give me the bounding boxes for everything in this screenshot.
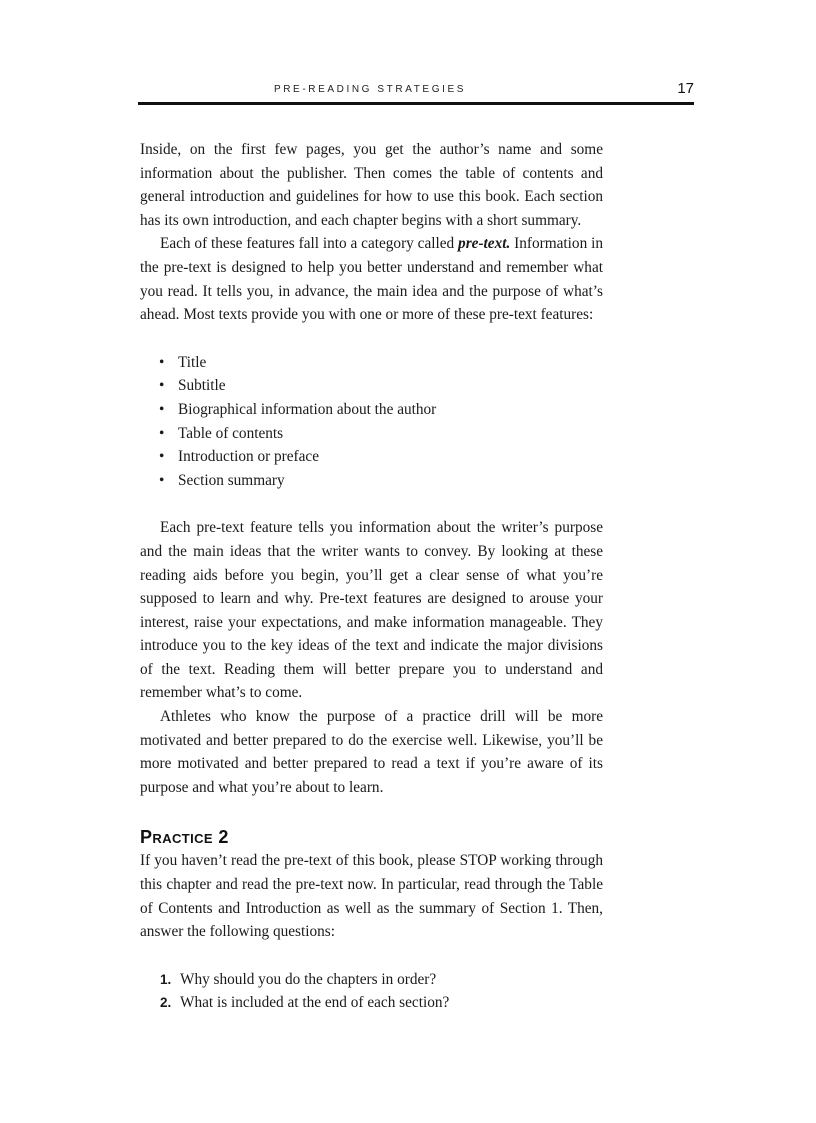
question-item bbox=[140, 991, 603, 1015]
list-item-text: Introduction or preface bbox=[178, 448, 320, 466]
list-item bbox=[140, 398, 603, 422]
bullet-icon: • bbox=[159, 448, 165, 466]
bullet-icon: • bbox=[159, 424, 165, 442]
list-item-text: Subtitle bbox=[178, 377, 226, 395]
question-item bbox=[140, 968, 603, 992]
practice-instructions: If you haven’t read the pre-text of this book, please STOP working through this chapter and read the pre-text now. In particular, read through the Table of Contents and Introduction as well as the summary of Section 1. Then, answer the following questions: bbox=[140, 852, 603, 941]
paragraph-pre-text-lead: Each of these features fall into a category called bbox=[160, 235, 459, 253]
practice-questions-list bbox=[140, 968, 603, 1015]
practice-heading: Practice 2 bbox=[140, 827, 229, 848]
list-item bbox=[140, 445, 603, 469]
bullet-icon: • bbox=[159, 377, 165, 395]
paragraph-purpose: Each pre-text feature tells you information about the writer’s purpose and the main ideas that the writer wants to convey. By looking at these reading aids before you begin, you’ll get a clear sense of what you’re supposed to learn and why. Pre-text features are designed to arouse your interest, raise your expectations, and make information manageable. They introduce you to the key ideas of the text and indicate the major divisions of the text. Reading them will better prepare you to understand and remember what’s to come. bbox=[140, 519, 603, 702]
list-item bbox=[140, 422, 603, 446]
list-item bbox=[140, 469, 603, 493]
paragraph-athletes: Athletes who know the purpose of a practice drill will be more motivated and better prepared to do the exercise well. Likewise, you’ll be more motivated and better prepared to read a text if you’re aware of its purpose and what you’re about to learn. bbox=[140, 708, 603, 796]
page-body bbox=[140, 138, 603, 1015]
question-text: What is included at the end of each section? bbox=[180, 994, 450, 1012]
bullet-icon: • bbox=[159, 471, 165, 489]
question-number: 1. bbox=[160, 971, 172, 987]
list-item-text: Biographical information about the author bbox=[178, 400, 437, 418]
list-item-text: Title bbox=[178, 353, 207, 371]
running-head-title: PRE-READING STRATEGIES bbox=[273, 84, 467, 95]
paragraph-intro: Inside, on the first few pages, you get the author’s name and some information about the publisher. Then comes the table of contents and general introduction and guidelines for how to use this book. Each section has its own introduction, and each chapter begins with a short summary. bbox=[140, 141, 603, 229]
list-item-text: Section summary bbox=[178, 471, 285, 489]
pre-text-features-list bbox=[140, 351, 603, 493]
list-item bbox=[140, 351, 603, 375]
question-text: Why should you do the chapters in order? bbox=[180, 970, 437, 988]
pre-text-term: pre-text. bbox=[458, 235, 511, 253]
page-number: 17 bbox=[677, 80, 694, 97]
running-head bbox=[138, 82, 694, 105]
question-number: 2. bbox=[160, 995, 172, 1011]
bullet-icon: • bbox=[159, 353, 165, 371]
list-item-text: Table of contents bbox=[178, 424, 284, 442]
bullet-icon: • bbox=[159, 400, 165, 418]
paragraph-pre-text-rest: Information in the pre-text is designed to help you better understand and remember what you read. It tells you, in advance, the main idea and the purpose of what’s ahead. Most texts provide you with one or more of these pre-text features: bbox=[140, 235, 603, 324]
paragraph-pre-text bbox=[140, 232, 603, 326]
list-item bbox=[140, 374, 603, 398]
